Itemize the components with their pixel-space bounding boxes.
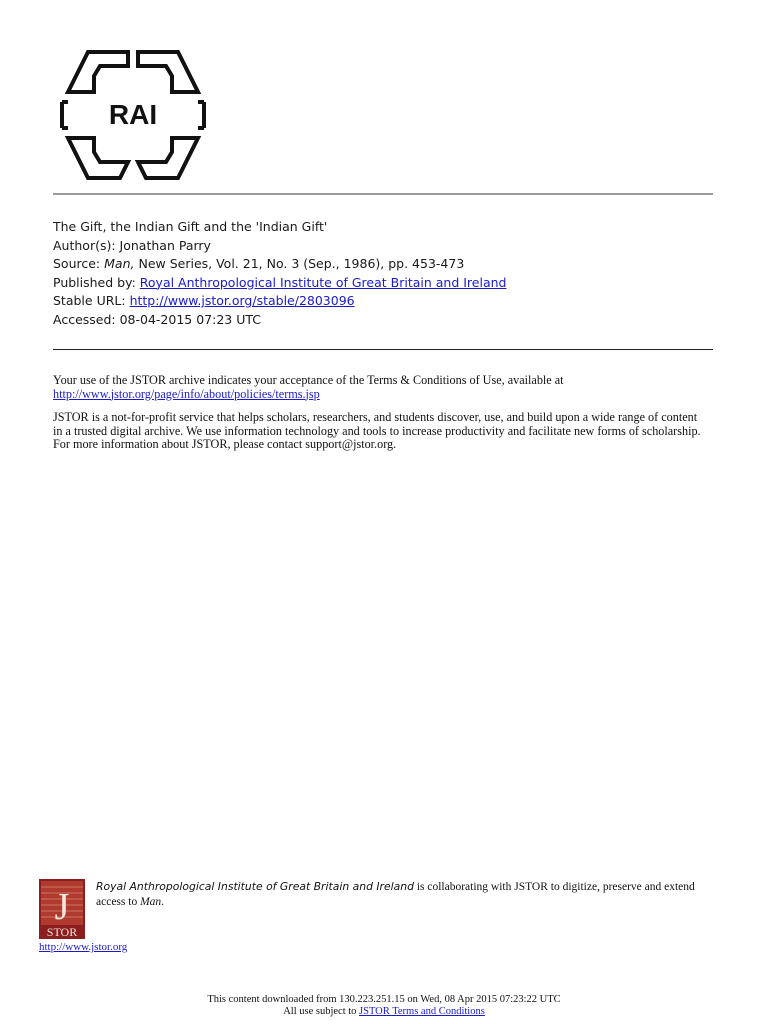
collab-end: . <box>161 895 165 908</box>
rai-logo-icon <box>58 40 208 190</box>
terms-text: Your use of the JSTOR archive indicates your acceptance of the Terms & Conditions of Use, available at <box>53 373 564 387</box>
jstor-home-link[interactable]: http://www.jstor.org <box>39 941 128 953</box>
jstor-logo-text: STOR <box>46 925 78 939</box>
collab-access-prefix: access to <box>96 895 141 908</box>
source-label: Source: <box>53 256 101 271</box>
source-journal: Man, <box>104 256 135 271</box>
download-info: This content downloaded from 130.223.251.15 on Wed, 08 Apr 2015 07:23:22 UTC <box>207 994 561 1005</box>
source-row <box>53 255 713 274</box>
top-divider <box>53 193 713 195</box>
logo-text: RAI <box>108 99 158 130</box>
stable-url-row <box>53 292 713 311</box>
article-metadata <box>53 218 713 329</box>
collab-publisher: Royal Anthropological Institute of Great Britain and Ireland <box>96 880 414 893</box>
about-jstor <box>53 411 723 452</box>
jstor-logo-icon <box>39 879 85 939</box>
collab-journal: Man <box>140 895 162 908</box>
terms-footer <box>0 1006 768 1018</box>
terms-notice <box>53 374 723 462</box>
about-line-2: in a trusted digital archive. We use information technology and tools to increase productivity and facilitate new forms of scholarship. <box>53 423 701 438</box>
accessed-date: Accessed: 08-04-2015 07:23 UTC <box>53 311 261 327</box>
terms-link[interactable]: http://www.jstor.org/page/info/about/policies/terms.jsp <box>53 386 320 401</box>
publisher-row <box>53 274 713 293</box>
terms-footer-prefix: All use subject to <box>283 1006 360 1017</box>
jstor-terms-link[interactable]: JSTOR Terms and Conditions <box>359 1006 485 1017</box>
article-title: The Gift, the Indian Gift and the 'Indian Gift' <box>53 219 328 234</box>
collab-text: is collaborating with JSTOR to digitize, preserve and extend <box>413 881 695 893</box>
collaboration-statement <box>96 880 726 909</box>
middle-divider <box>53 349 713 350</box>
about-line-3: For more information about JSTOR, please contact support@jstor.org. <box>53 437 397 451</box>
author-label: Author(s): <box>53 237 116 253</box>
source-details: New Series, Vol. 21, No. 3 (Sep., 1986), pp. 453-473 <box>138 256 465 271</box>
jstor-logo-letter: J <box>54 886 70 928</box>
stable-url-label: Stable URL: <box>53 293 126 308</box>
publisher-link[interactable]: Royal Anthropological Institute of Great Britain and Ireland <box>139 274 507 290</box>
author-name: Jonathan Parry <box>119 237 211 253</box>
download-footer <box>0 994 768 1018</box>
author-row <box>53 237 713 256</box>
about-line-1: JSTOR is a not-for-profit service that helps scholars, researchers, and students discover, use, and build upon a wide range of content <box>53 410 698 424</box>
stable-url-link[interactable]: http://www.jstor.org/stable/2803096 <box>129 293 355 308</box>
published-label: Published by: <box>53 274 136 290</box>
